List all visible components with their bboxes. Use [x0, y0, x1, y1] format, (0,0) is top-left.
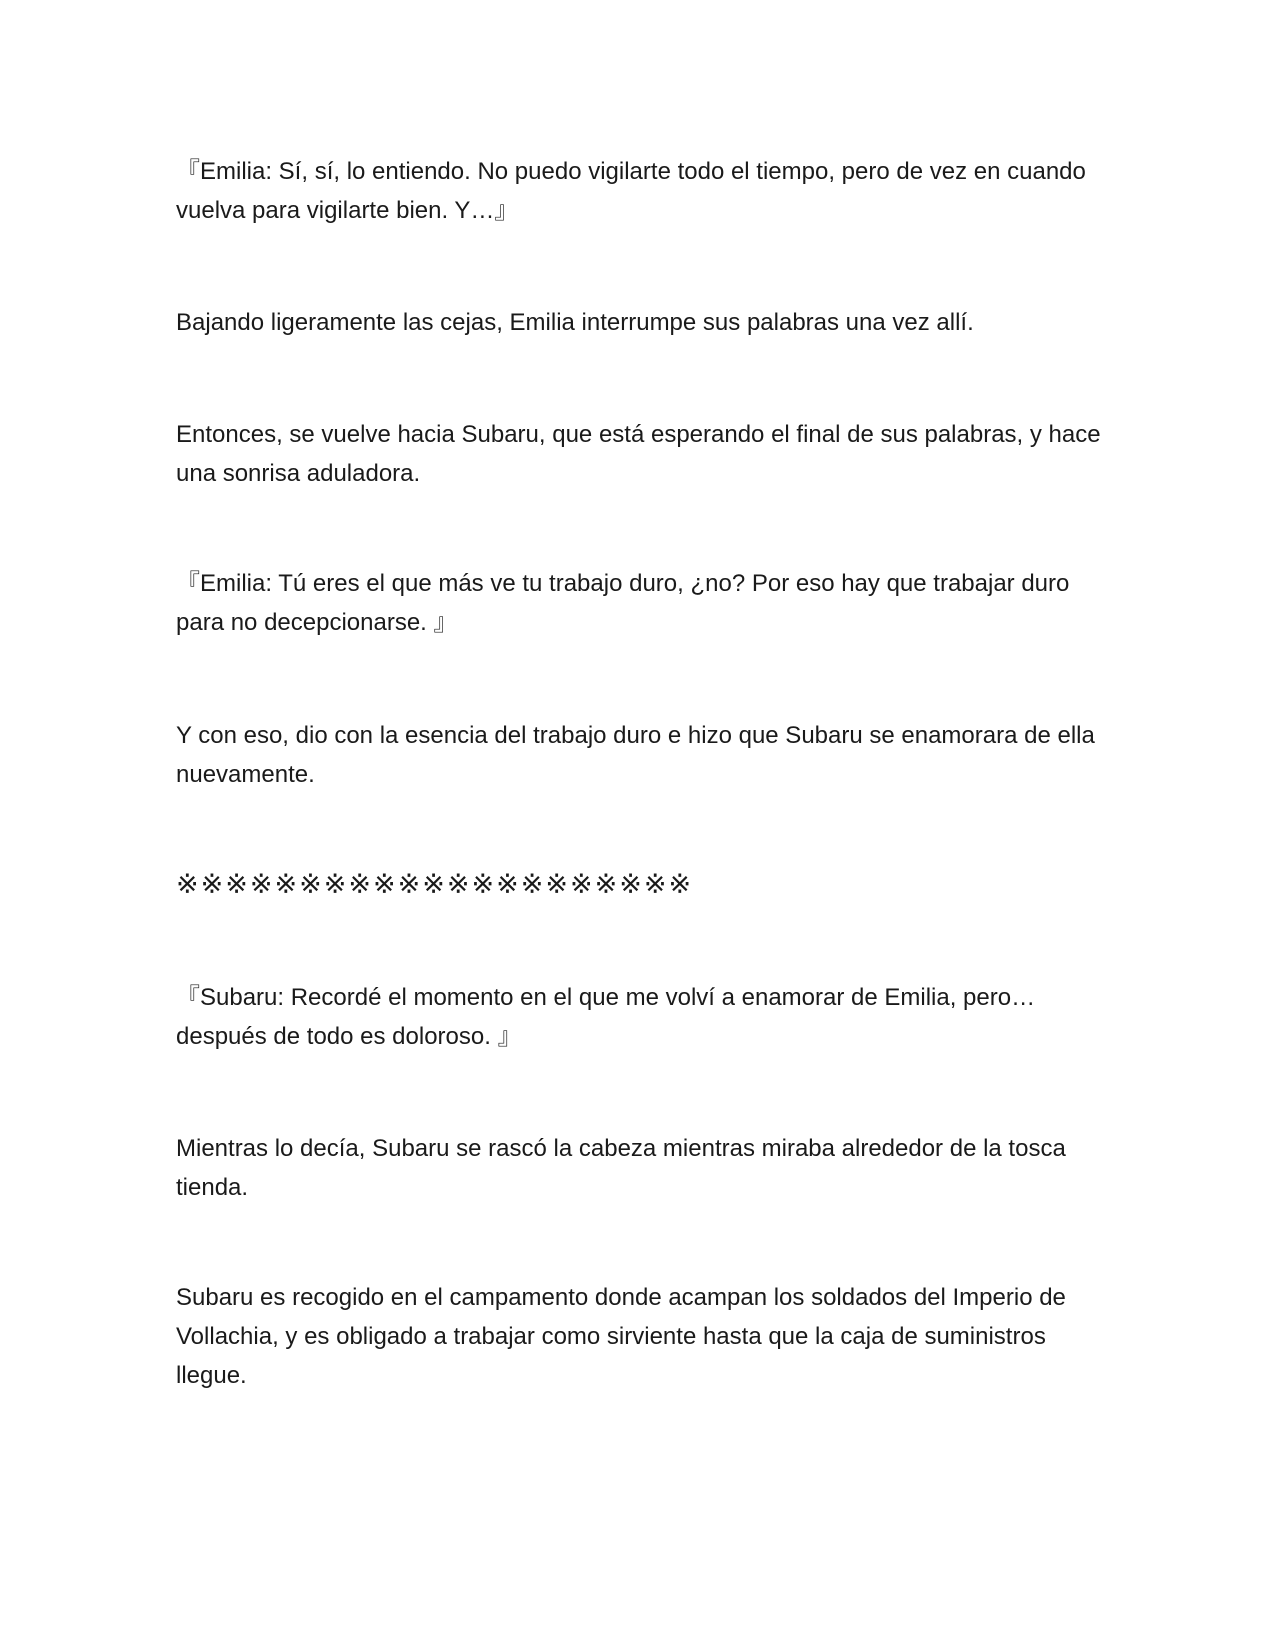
scene-break-divider: ※※※※※※※※※※※※※※※※※※※※※ [176, 869, 694, 899]
narration-paragraph: Bajando ligeramente las cejas, Emilia interrumpe sus palabras una vez allí. [176, 309, 974, 336]
narration-paragraph: Y con eso, dio con la esencia del trabajo duro e hizo que Subaru se enamorara de ella nuevamente. [176, 722, 1095, 788]
narration-paragraph: Entonces, se vuelve hacia Subaru, que está esperando el final de sus palabras, y hace una sonrisa aduladora. [176, 421, 1101, 487]
dialogue-subaru: 『Subaru: Recordé el momento en el que me volví a enamorar de Emilia, pero… después de todo es doloroso. 』 [176, 984, 1036, 1050]
dialogue-emilia-2: 『Emilia: Tú eres el que más ve tu trabajo duro, ¿no? Por eso hay que trabajar duro para no decepcionarse. 』 [176, 570, 1070, 636]
narration-paragraph: Subaru es recogido en el campamento donde acampan los soldados del Imperio de Vollachia, y es obligado a trabajar como sirviente hasta que la caja de suministros llegue. [176, 1284, 1066, 1389]
narration-paragraph: Mientras lo decía, Subaru se rascó la cabeza mientras miraba alrededor de la tosca tienda. [176, 1135, 1066, 1201]
dialogue-emilia-1: 『Emilia: Sí, sí, lo entiendo. No puedo vigilarte todo el tiempo, pero de vez en cuando vuelva para vigilarte bien. Y…』 [176, 158, 1086, 224]
